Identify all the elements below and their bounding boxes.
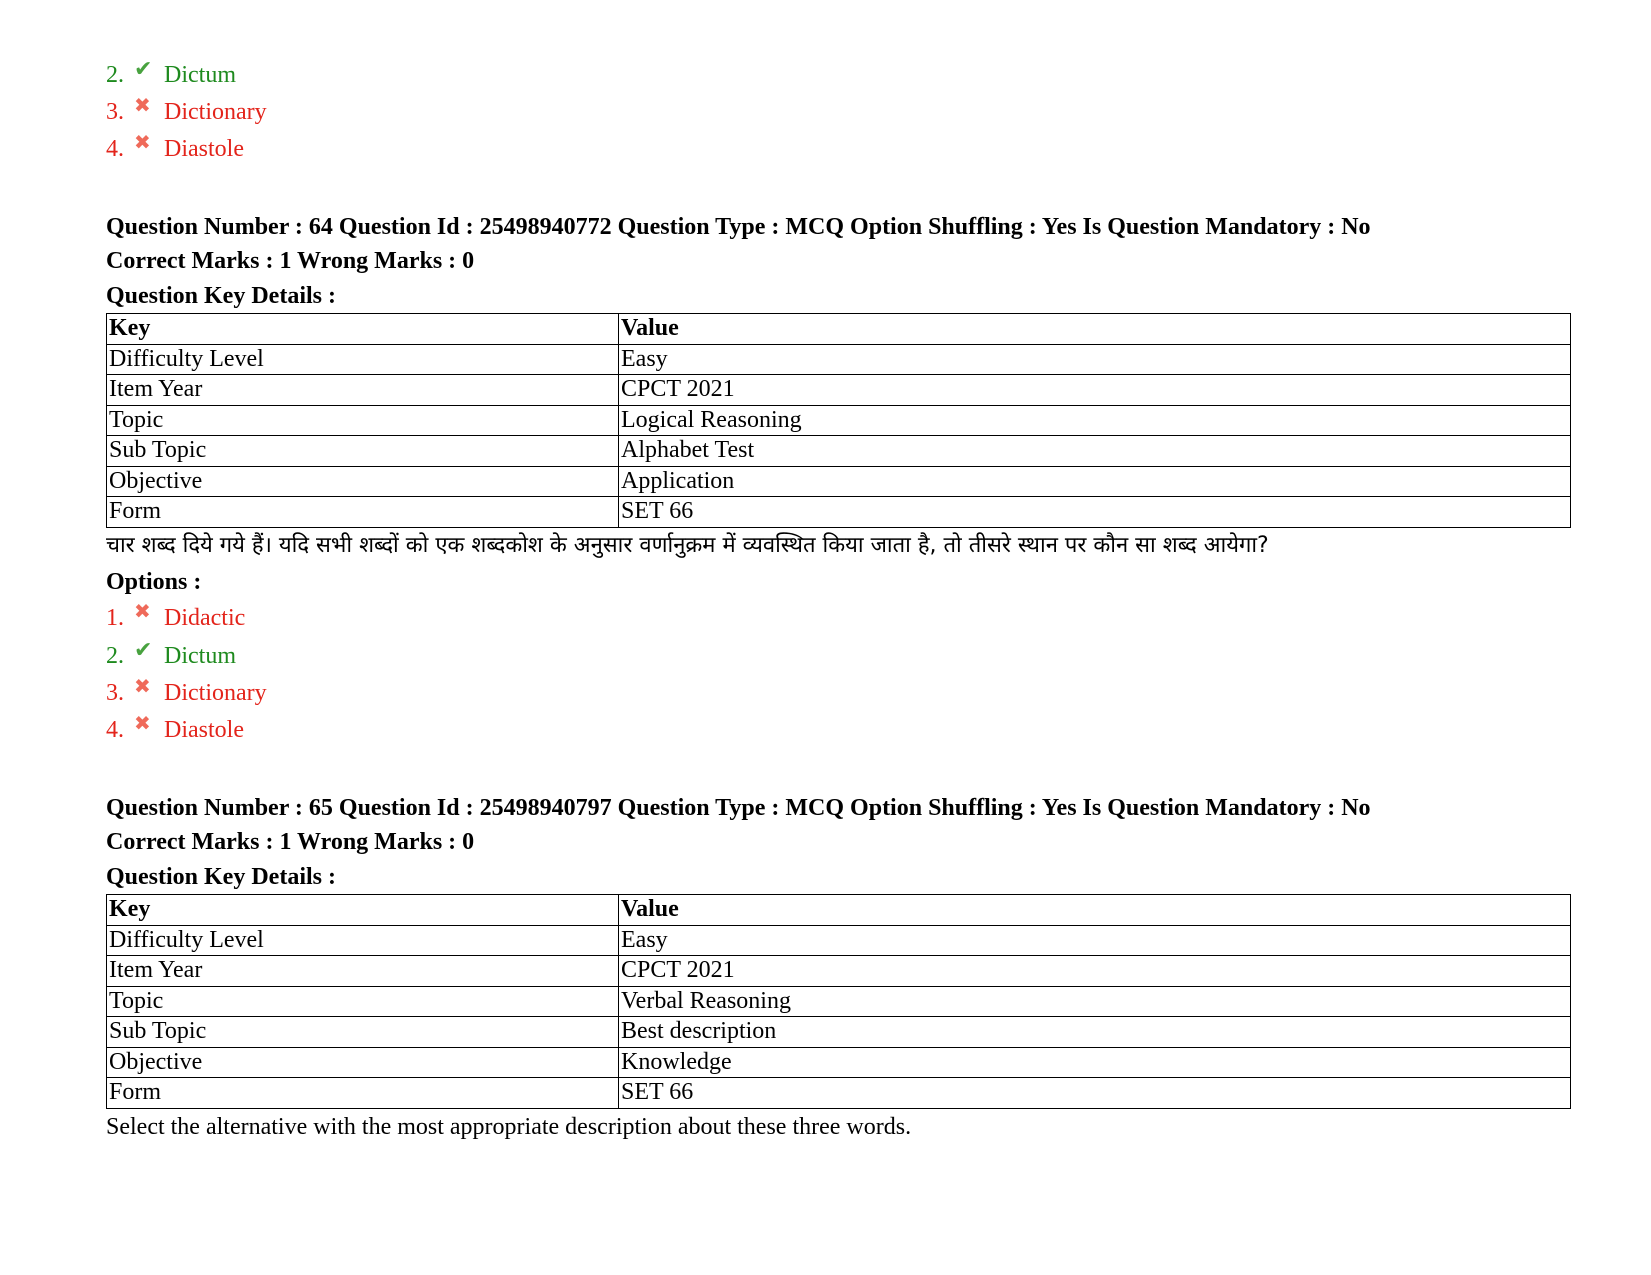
question-marks: Correct Marks : 1 Wrong Marks : 0 [106, 248, 475, 274]
cross-icon: ✖ [134, 713, 151, 735]
key-details-table [106, 313, 1571, 528]
check-icon: ✔ [134, 637, 153, 662]
table-row: Objective Application [107, 466, 1571, 497]
key-details-label: Question Key Details : [106, 863, 336, 890]
table-header-row: Key Value [107, 895, 1571, 926]
key-details-table [106, 894, 1571, 1109]
question-header: Question Number : 64 Question Id : 25498940772 Question Type : MCQ Option Shuffling : Yes Is Question Mandatory : No [106, 213, 1371, 240]
options-label: Options : [106, 568, 202, 595]
table-header-row: Key Value [107, 314, 1571, 345]
cross-icon: ✖ [134, 132, 151, 154]
cross-icon: ✖ [134, 675, 151, 698]
option-item: 4. ✖ Diastole [106, 131, 1571, 169]
table-row: Form SET 66 [107, 1078, 1571, 1109]
option-item: 4. ✖ Diastole [106, 712, 1571, 750]
table-row: Topic Logical Reasoning [107, 405, 1571, 436]
check-icon: ✔ [134, 56, 153, 81]
option-item: 1. ✖ Didactic [106, 600, 1571, 638]
option-item: 3. ✖ Dictionary [106, 94, 1571, 132]
question-text: चार शब्द दिये गये हैं। यदि सभी शब्दों को एक शब्दकोश के अनुसार वर्णानुक्रम में व्यवस्थित किया जाता है, तो तीसरे स्थान पर कौन सा शब्द आयेगा? [106, 532, 1269, 558]
option-item: 3. ✖ Dictionary [106, 675, 1571, 713]
previous-question-options [106, 56, 1571, 169]
question-64 [106, 210, 1571, 750]
table-row: Topic Verbal Reasoning [107, 986, 1571, 1017]
table-row: Difficulty Level Easy [107, 344, 1571, 375]
question-65 [106, 791, 1571, 1145]
table-row: Item Year CPCT 2021 [107, 956, 1571, 987]
question-header: Question Number : 65 Question Id : 25498940797 Question Type : MCQ Option Shuffling : Yes Is Question Mandatory : No [106, 794, 1371, 821]
table-row: Sub Topic Alphabet Test [107, 436, 1571, 467]
question-text: Select the alternative with the most appropriate description about these three words. [106, 1113, 912, 1140]
options-list [106, 600, 1571, 750]
option-item: 2. ✔ Dictum [106, 56, 1571, 94]
cross-icon: ✖ [134, 94, 151, 117]
table-row: Sub Topic Best description [107, 1017, 1571, 1048]
document-page [106, 56, 1571, 1145]
cross-icon: ✖ [134, 600, 151, 623]
table-row: Objective Knowledge [107, 1047, 1571, 1078]
table-row: Difficulty Level Easy [107, 925, 1571, 956]
table-row: Form SET 66 [107, 497, 1571, 528]
option-item: 2. ✔ Dictum [106, 637, 1571, 675]
table-row: Item Year CPCT 2021 [107, 375, 1571, 406]
question-marks: Correct Marks : 1 Wrong Marks : 0 [106, 829, 475, 855]
key-details-label: Question Key Details : [106, 282, 336, 309]
